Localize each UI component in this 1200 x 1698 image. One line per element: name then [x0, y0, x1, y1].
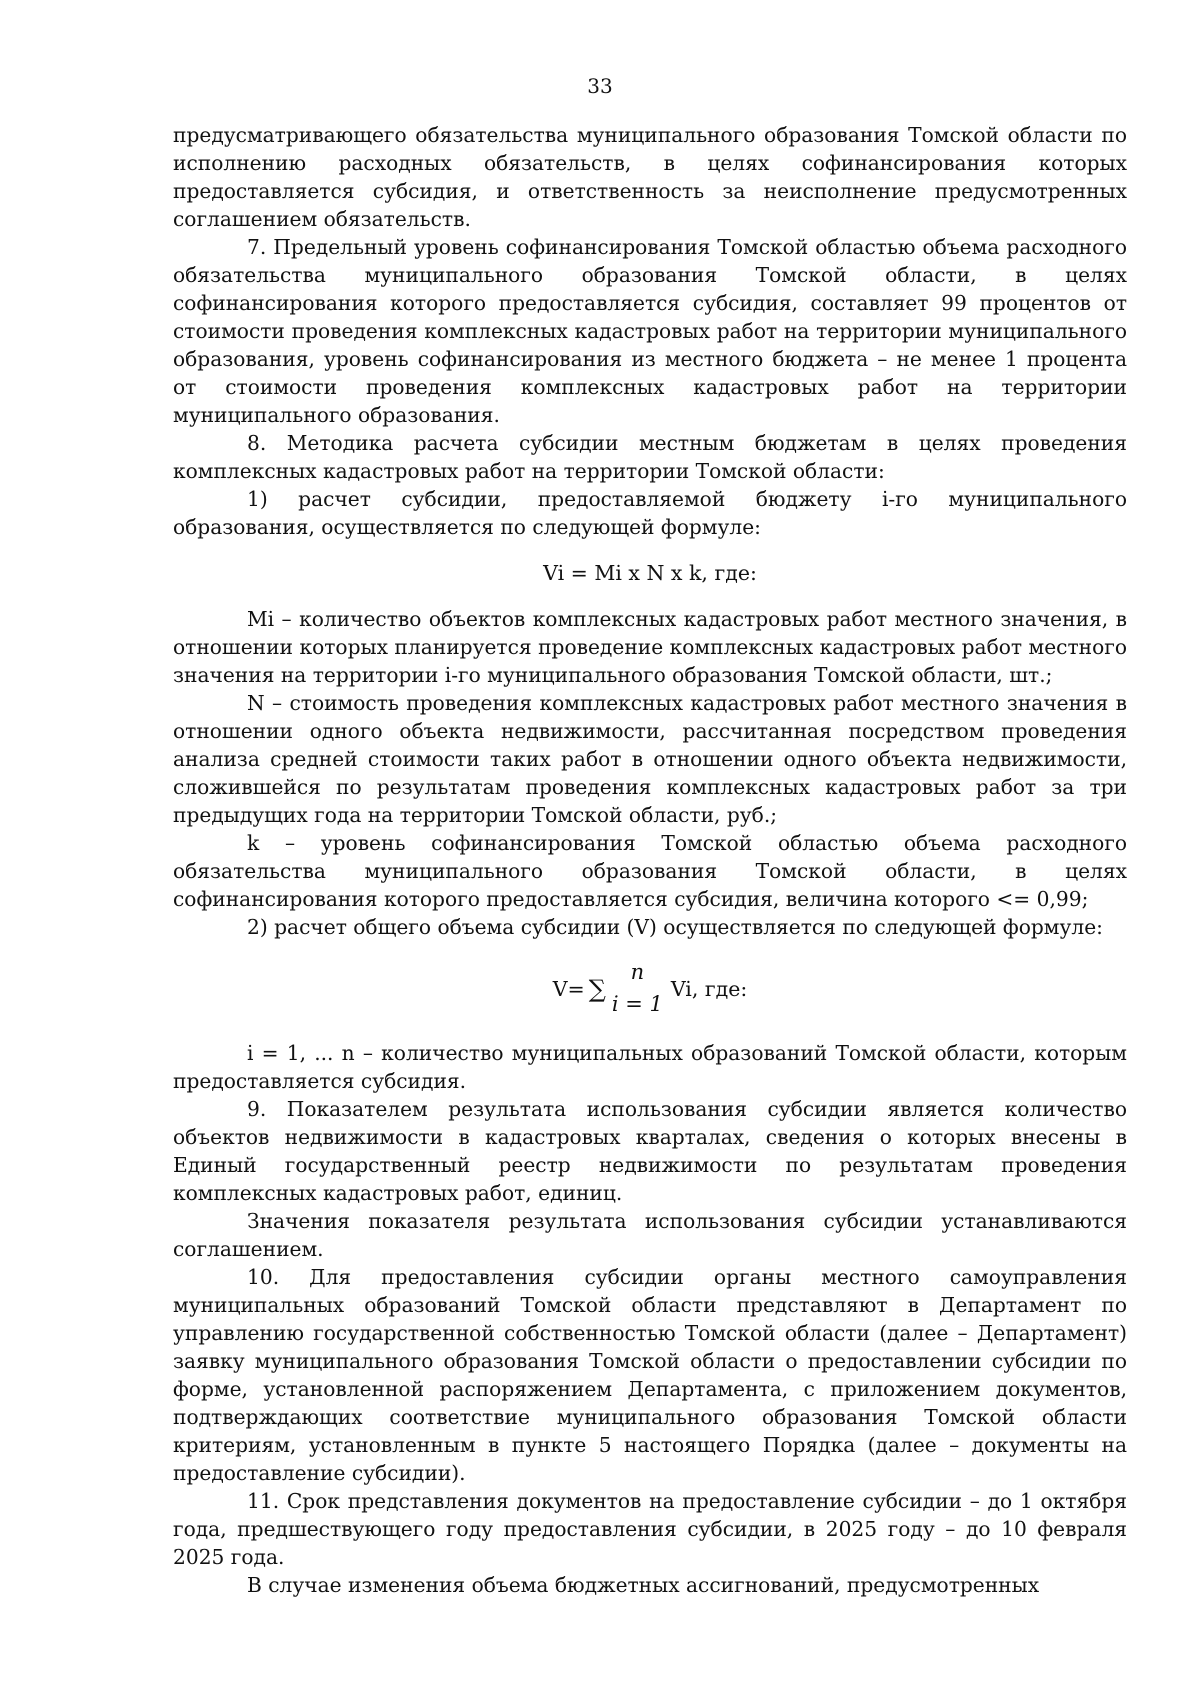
formula-lhs: V= [552, 977, 585, 1001]
paragraph-item-7: 7. Предельный уровень софинансирования Томской областью объема расходного обязательства муниципального образования Томской области, в целях софинансирования которого предоставляется субсидия, составляет 99 процентов от стоимости проведения комплексных кадастровых работ на территории муниципального образования, уровень софинансирования из местного бюджета – не менее 1 процента от стоимости проведения комплексных кадастровых работ на территории муниципального образования. [173, 235, 1127, 427]
paragraph-n-definition: N – стоимость проведения комплексных кадастровых работ местного значения в отношении одного объекта недвижимости, рассчитанная посредством проведения анализа средней стоимости таких работ в отношении одного объекта недвижимости, сложившейся по результатам проведения комплексных кадастровых работ за три предыдущих года на территории Томской области, руб.; [173, 691, 1127, 827]
sigma-symbol: ∑ [588, 975, 606, 1003]
paragraph-budget-change: В случае изменения объема бюджетных ассигнований, предусмотренных [247, 1573, 1040, 1597]
formula-v-sum [173, 957, 1127, 1021]
paragraph-k-definition: k – уровень софинансирования Томской областью объема расходного обязательства муниципального образования Томской области, в целях софинансирования которого предоставляется субсидия, величина которого <= 0,99; [173, 831, 1127, 911]
paragraph-indicator-values: Значения показателя результата использования субсидии устанавливаются соглашением. [173, 1209, 1127, 1261]
paragraph-mi-definition: Mi – количество объектов комплексных кадастровых работ местного значения, в отношении которых планируется проведение комплексных кадастровых работ местного значения на территории i-го муниципального образования Томской области, шт.; [173, 607, 1127, 687]
formula-rhs: Vi, где: [670, 977, 748, 1001]
paragraph-item-10: 10. Для предоставления субсидии органы местного самоуправления муниципальных образований Томской области представляют в Департамент по управлению государственной собственностью Томской области (далее – Департамент) заявку муниципального образования Томской области о предоставлении субсидии по форме, установленной распоряжением Департамента, с приложением документов, подтверждающих соответствие муниципального образования Томской области критериям, установленным в пункте 5 настоящего Порядка (далее – документы на предоставление субсидии). [173, 1265, 1127, 1485]
sum-lower-limit: i = 1 [611, 992, 663, 1016]
sum-upper-limit: n [630, 960, 645, 984]
page-number: 33 [587, 74, 613, 98]
paragraph-i-definition: i = 1, ... n – количество муниципальных образований Томской области, которым предоставляется субсидия. [173, 1041, 1127, 1093]
formula-vi: Vi = Mi x N x k, где: [543, 561, 757, 585]
paragraph-item-8-2: 2) расчет общего объема субсидии (V) осуществляется по следующей формуле: [247, 915, 1103, 939]
paragraph-continuation: предусматривающего обязательства муниципального образования Томской области по исполнению расходных обязательств, в целях софинансирования которых предоставляется субсидия, и ответственность за неисполнение предусмотренных соглашением обязательств. [173, 123, 1127, 231]
document-body [173, 121, 1127, 1599]
paragraph-item-8-1: 1) расчет субсидии, предоставляемой бюджету i-го муниципального образования, осуществляется по следующей формуле: [173, 487, 1127, 539]
paragraph-item-8: 8. Методика расчета субсидии местным бюджетам в целях проведения комплексных кадастровых работ на территории Томской области: [173, 431, 1127, 483]
paragraph-item-9: 9. Показателем результата использования субсидии является количество объектов недвижимости в кадастровых кварталах, сведения о которых внесены в Единый государственный реестр недвижимости по результатам проведения комплексных кадастровых работ, единиц. [173, 1097, 1127, 1205]
sum-limits [611, 960, 663, 1016]
paragraph-item-11: 11. Срок представления документов на предоставление субсидии – до 1 октября года, предшествующего году предоставления субсидии, в 2025 году – до 10 февраля 2025 года. [173, 1489, 1127, 1569]
